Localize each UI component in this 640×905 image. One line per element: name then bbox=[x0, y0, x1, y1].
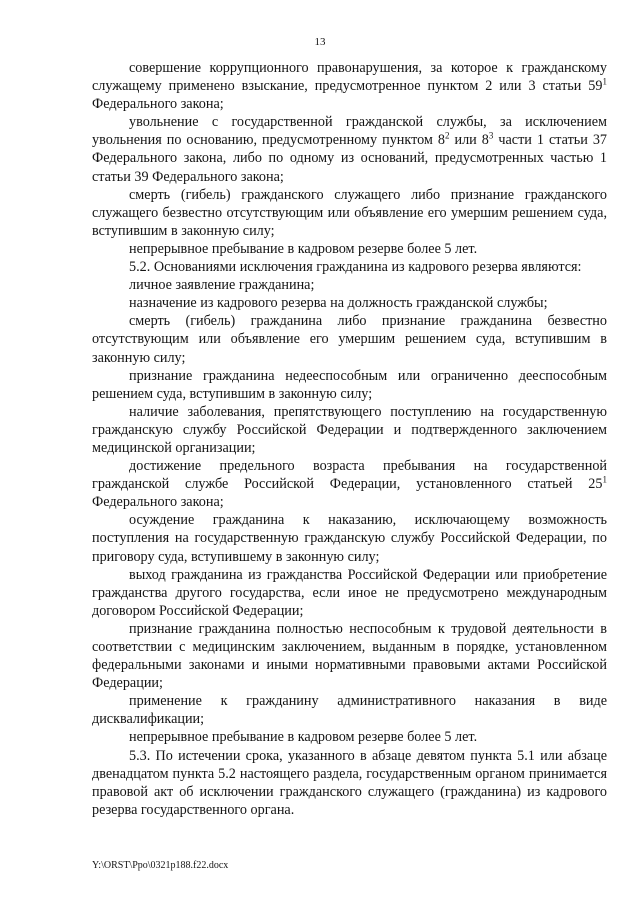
paragraph-appointment: назначение из кадрового резерва на должность гражданской службы; bbox=[129, 295, 548, 312]
paragraph-corruption-offense: совершение коррупционного правонарушения, за которое к гражданскому служащему применено взыскание, предусмотренное пунктом 2 или 3 статьи $59^1$ Федерального закона; bbox=[92, 60, 607, 113]
paragraph-disease: наличие заболевания, препятствующего поступлению на государственную гражданскую службу Российской Федерации и подтвержденного заключением медицинской организации; bbox=[92, 403, 607, 456]
paragraph-continuous-stay-5-1: непрерывное пребывание в кадровом резерве более 5 лет. bbox=[129, 240, 478, 257]
paragraph-continuous-stay-5-2: непрерывное пребывание в кадровом резерве более 5 лет. bbox=[129, 729, 478, 746]
paragraph-dismissal: увольнение с государственной гражданской службы, за исключением увольнения по основанию, предусмотренному пунктом $8^2$ или $8^3$ части 1 статьи 37 Федерального закона, либо по одному из оснований, предусмотренных частью 1 статьи 39 Федерального закона; bbox=[92, 114, 608, 185]
page-number: 13 bbox=[314, 36, 326, 48]
paragraph-section-5-3: 5.3. По истечении срока, указанного в абзаце девятом пункта 5.1 или абзаце двенадцатом пункта 5.2 настоящего раздела, государственным органом принимается правовой акт об исключении гражданского служащего (гражданина) из кадрового резерва государственного органа. bbox=[92, 747, 607, 818]
paragraph-section-5-2-heading: 5.2. Основаниями исключения гражданина из кадрового резерва являются: bbox=[129, 259, 582, 276]
paragraph-death-servant: смерть (гибель) гражданского служащего либо признание гражданского служащего безвестно отсутствующим или объявление его умершим решением суда, вступившим в законную силу; bbox=[92, 186, 607, 239]
paragraph-disqualification: применение к гражданину административного наказания в виде дисквалификации; bbox=[92, 693, 607, 728]
paragraph-conviction: осуждение гражданина к наказанию, исключающему возможность поступления на государственную гражданскую службу Российской Федерации, по приговору суда, вступившему в законную силу; bbox=[92, 512, 607, 565]
paragraph-personal-statement: личное заявление гражданина; bbox=[129, 277, 315, 294]
document-body bbox=[92, 59, 607, 819]
paragraph-incapacity: признание гражданина недееспособным или ограниченно дееспособным решением суда, вступившим в законную силу; bbox=[92, 367, 607, 402]
paragraph-death-citizen: смерть (гибель) гражданина либо признание гражданина безвестно отсутствующим или объявление его умершим решением суда, вступившим в законную силу; bbox=[92, 313, 607, 366]
file-path-footer: Y:\ORST\Ppo\0321p188.f22.docx bbox=[92, 860, 229, 871]
paragraph-work-incapacity: признание гражданина полностью неспособным к трудовой деятельности в соответствии с медицинским заключением, выданным в порядке, установленном федеральными законами и иными нормативными правовыми актами Российской Федерации; bbox=[92, 620, 607, 692]
paragraph-citizenship: выход гражданина из гражданства Российской Федерации или приобретение гражданства другого государства, если иное не предусмотрено международным договором Российской Федерации; bbox=[92, 566, 607, 619]
paragraph-age-limit: достижение предельного возраста пребывания на государственной гражданской службе Российской Федерации, установленного статьей $25^1$ Федерального закона; bbox=[92, 458, 607, 511]
